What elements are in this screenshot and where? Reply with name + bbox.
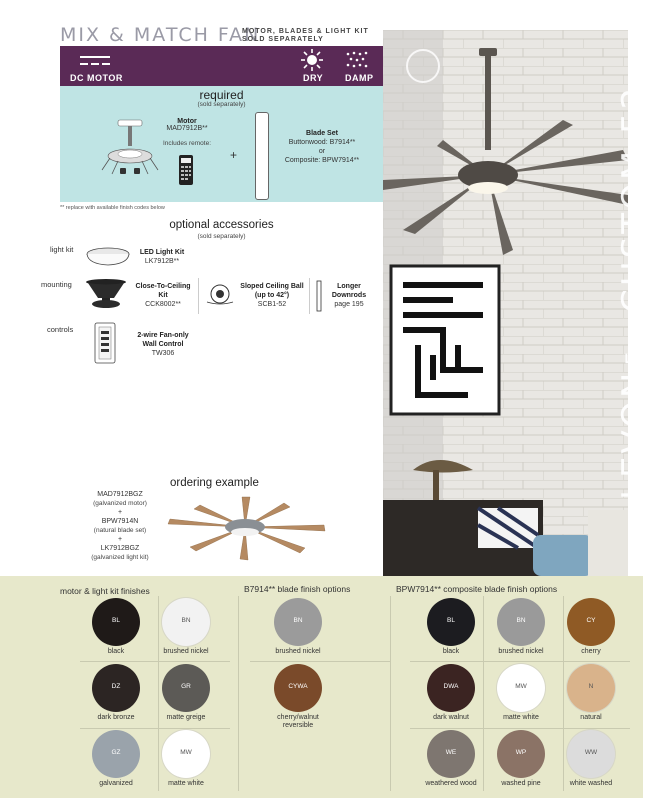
required-sold-note: (sold separately) bbox=[197, 101, 246, 108]
downrods-page: page 195 bbox=[334, 301, 364, 308]
finish-swatch-gz bbox=[92, 730, 140, 778]
finish-swatch-bn bbox=[274, 598, 322, 646]
motor-label: Motor bbox=[177, 118, 197, 125]
finish-code: GR bbox=[181, 683, 191, 690]
finish-name-line: brushed nickel bbox=[498, 648, 544, 655]
finish-swatch-n bbox=[567, 664, 615, 712]
ordering-example-list bbox=[80, 490, 160, 562]
divider bbox=[410, 728, 630, 729]
wall-control-image bbox=[94, 322, 116, 364]
finish-name-line: weathered wood bbox=[425, 780, 477, 787]
led-light-kit-image bbox=[86, 246, 130, 268]
motor-image bbox=[100, 118, 160, 188]
divider bbox=[238, 596, 239, 791]
finish-name-line-2: reversible bbox=[282, 722, 314, 729]
composite-finish-heading: BPW7914** composite blade finish options bbox=[396, 584, 558, 594]
close-to-ceiling-code: CCK8002** bbox=[145, 301, 181, 308]
finish-code: MW bbox=[515, 683, 527, 690]
finish-name-line: cherry bbox=[581, 648, 601, 655]
finish-swatch-cy bbox=[567, 598, 615, 646]
finish-swatch-bl bbox=[427, 598, 475, 646]
finish-swatch-we bbox=[427, 730, 475, 778]
finish-code: BL bbox=[447, 617, 455, 624]
order-motor-code: MAD7912BGZ bbox=[97, 491, 143, 498]
finish-name bbox=[551, 648, 631, 656]
blade-buttonwood: Buttonwood: B7914** bbox=[288, 139, 356, 146]
motor-code: MAD7912B** bbox=[166, 125, 208, 132]
finish-code: WW bbox=[584, 749, 598, 756]
sloped-ceiling-ball-info bbox=[236, 282, 308, 309]
page-subtitle bbox=[242, 28, 392, 44]
finish-name-line: brushed nickel bbox=[163, 648, 209, 655]
blade-label: Blade Set bbox=[306, 130, 338, 137]
finish-swatch-cywa bbox=[274, 664, 322, 712]
downrods-info bbox=[322, 282, 376, 309]
led-light-kit-label: LED Light Kit bbox=[139, 249, 185, 256]
finish-code: BN bbox=[516, 617, 526, 624]
finish-code: CY bbox=[586, 617, 596, 624]
blade-finish-heading: B7914** blade finish options bbox=[244, 584, 351, 594]
damp-label: DAMP bbox=[345, 73, 374, 83]
order-plus: + bbox=[117, 509, 123, 516]
finish-name bbox=[76, 648, 156, 656]
finish-name bbox=[258, 714, 338, 730]
finish-name bbox=[258, 648, 338, 656]
order-blade-code: BPW7914N bbox=[101, 518, 139, 525]
finish-code: GZ bbox=[111, 749, 121, 756]
divider bbox=[158, 596, 159, 791]
order-plus: + bbox=[117, 536, 123, 543]
controls-side-label: controls bbox=[47, 325, 74, 334]
finish-name bbox=[146, 714, 226, 722]
order-light-desc: (galvanized light kit) bbox=[91, 554, 149, 561]
sloped-ceiling-label-2: (up to 42°) bbox=[254, 292, 290, 299]
wall-control-info bbox=[128, 331, 198, 358]
finish-name-line: white washed bbox=[569, 780, 613, 787]
finish-name bbox=[76, 714, 156, 722]
ordering-example-fan-image bbox=[160, 495, 330, 565]
finish-name bbox=[146, 780, 226, 788]
motor-finish-heading: motor & light kit finishes bbox=[60, 586, 150, 596]
finish-code: N bbox=[588, 683, 594, 690]
includes-remote-label: Includes remote: bbox=[162, 140, 212, 147]
subtitle-line-2: SOLD SEPARATELY bbox=[242, 36, 324, 43]
finish-name bbox=[76, 780, 156, 788]
finish-swatch-mw bbox=[162, 730, 210, 778]
finish-name bbox=[146, 648, 226, 656]
finish-swatch-gr bbox=[162, 664, 210, 712]
finish-swatch-dwa bbox=[427, 664, 475, 712]
finish-swatch-dz bbox=[92, 664, 140, 712]
optional-sold-note: (sold separately) bbox=[197, 233, 246, 240]
dry-label: DRY bbox=[303, 73, 324, 83]
led-light-kit-code: LK7912B** bbox=[144, 258, 180, 265]
required-section bbox=[60, 86, 383, 202]
finish-name-line: dark bronze bbox=[97, 714, 135, 721]
finish-swatch-bn bbox=[162, 598, 210, 646]
required-title: required bbox=[199, 88, 244, 102]
blade-or: or bbox=[318, 148, 326, 155]
finish-name-line: matte white bbox=[168, 780, 204, 787]
finish-swatch-mw bbox=[497, 664, 545, 712]
close-to-ceiling-label-2: Kit bbox=[158, 292, 168, 299]
product-name-vertical: LEVON™ CUSTOM 52 bbox=[615, 84, 655, 500]
finish-swatch-bn bbox=[497, 598, 545, 646]
order-motor-desc: (galvanized motor) bbox=[93, 500, 147, 507]
finish-name-line: matte white bbox=[503, 714, 539, 721]
close-to-ceiling-label-1: Close-To-Ceiling bbox=[135, 283, 191, 290]
downrods-label-1: Longer bbox=[337, 283, 361, 290]
finish-code: BL bbox=[112, 617, 120, 624]
close-to-ceiling-kit-info bbox=[130, 282, 196, 309]
wall-control-label-2: Wall Control bbox=[142, 341, 184, 348]
sloped-ceiling-label-1: Sloped Ceiling Ball bbox=[240, 283, 304, 290]
wall-control-label-1: 2-wire Fan-only bbox=[137, 332, 189, 339]
ordering-example-title: ordering example bbox=[170, 477, 259, 489]
finish-name-line: galvanized bbox=[99, 780, 133, 787]
finish-swatch-ww bbox=[567, 730, 615, 778]
divider bbox=[483, 596, 484, 791]
finish-name bbox=[551, 780, 631, 788]
finish-code: BN bbox=[181, 617, 191, 624]
plus-sign: + bbox=[230, 148, 238, 162]
downrods-label-2: Downrods bbox=[331, 292, 367, 299]
page-title: MIX & MATCH FAN bbox=[60, 24, 261, 46]
blade-image bbox=[255, 112, 269, 200]
order-light-code: LK7912BGZ bbox=[100, 545, 140, 552]
finish-code: DZ bbox=[111, 683, 121, 690]
product-photo bbox=[383, 30, 628, 576]
finish-code: WP bbox=[515, 749, 527, 756]
finish-name bbox=[551, 714, 631, 722]
finish-name-line: black bbox=[442, 648, 460, 655]
finish-swatch-wp bbox=[497, 730, 545, 778]
finish-code: DWA bbox=[443, 683, 459, 690]
finish-name bbox=[411, 648, 491, 656]
divider bbox=[390, 596, 391, 791]
sloped-ceiling-ball-image bbox=[202, 282, 238, 306]
divider bbox=[198, 278, 199, 314]
subtitle-line-1: MOTOR, BLADES & LIGHT KIT bbox=[242, 28, 369, 35]
feature-band bbox=[60, 46, 383, 86]
divider bbox=[309, 278, 310, 314]
blade-info bbox=[272, 129, 372, 165]
optional-title: optional accessories bbox=[169, 219, 274, 231]
finish-name bbox=[481, 780, 561, 788]
divider bbox=[563, 596, 564, 791]
divider bbox=[80, 661, 230, 662]
divider bbox=[410, 661, 630, 662]
sun-icon bbox=[301, 49, 323, 71]
light-kit-side-label: light kit bbox=[50, 245, 74, 254]
finish-name-line: washed pine bbox=[501, 780, 541, 787]
finish-name-line: dark walnut bbox=[433, 714, 469, 721]
finish-name bbox=[481, 714, 561, 722]
dc-motor-icon bbox=[80, 56, 110, 70]
sloped-ceiling-code: SCB1-52 bbox=[257, 301, 287, 308]
blade-composite: Composite: BPW7914** bbox=[284, 157, 360, 164]
divider bbox=[250, 661, 390, 662]
finish-name-line: black bbox=[107, 648, 125, 655]
finish-options-section bbox=[0, 576, 643, 798]
finish-name bbox=[411, 714, 491, 722]
divider bbox=[80, 728, 230, 729]
room-scene-image bbox=[383, 30, 628, 576]
finish-code: CYWA bbox=[288, 683, 308, 690]
mounting-side-label: mounting bbox=[41, 280, 72, 289]
wall-control-code: TW306 bbox=[151, 350, 175, 357]
finish-swatch-bl bbox=[92, 598, 140, 646]
damp-droplets-icon bbox=[345, 51, 369, 71]
finish-name-line: matte greige bbox=[166, 714, 206, 721]
finish-name-line: cherry/walnut bbox=[277, 714, 319, 721]
motor-info bbox=[160, 118, 214, 147]
finish-code: WE bbox=[445, 749, 457, 756]
finish-code-note: ** replace with available finish codes below bbox=[60, 205, 165, 211]
finish-name-line: natural bbox=[580, 714, 602, 721]
order-blade-desc: (natural blade set) bbox=[93, 527, 147, 534]
dc-motor-label: DC MOTOR bbox=[70, 73, 123, 83]
finish-name bbox=[411, 780, 491, 788]
finish-code: BN bbox=[293, 617, 303, 624]
led-light-kit-info bbox=[132, 248, 192, 266]
finish-name bbox=[481, 648, 561, 656]
close-to-ceiling-kit-image bbox=[84, 278, 128, 310]
finish-code: MW bbox=[180, 749, 192, 756]
finish-name-line: brushed nickel bbox=[275, 648, 321, 655]
remote-icon bbox=[178, 154, 194, 186]
